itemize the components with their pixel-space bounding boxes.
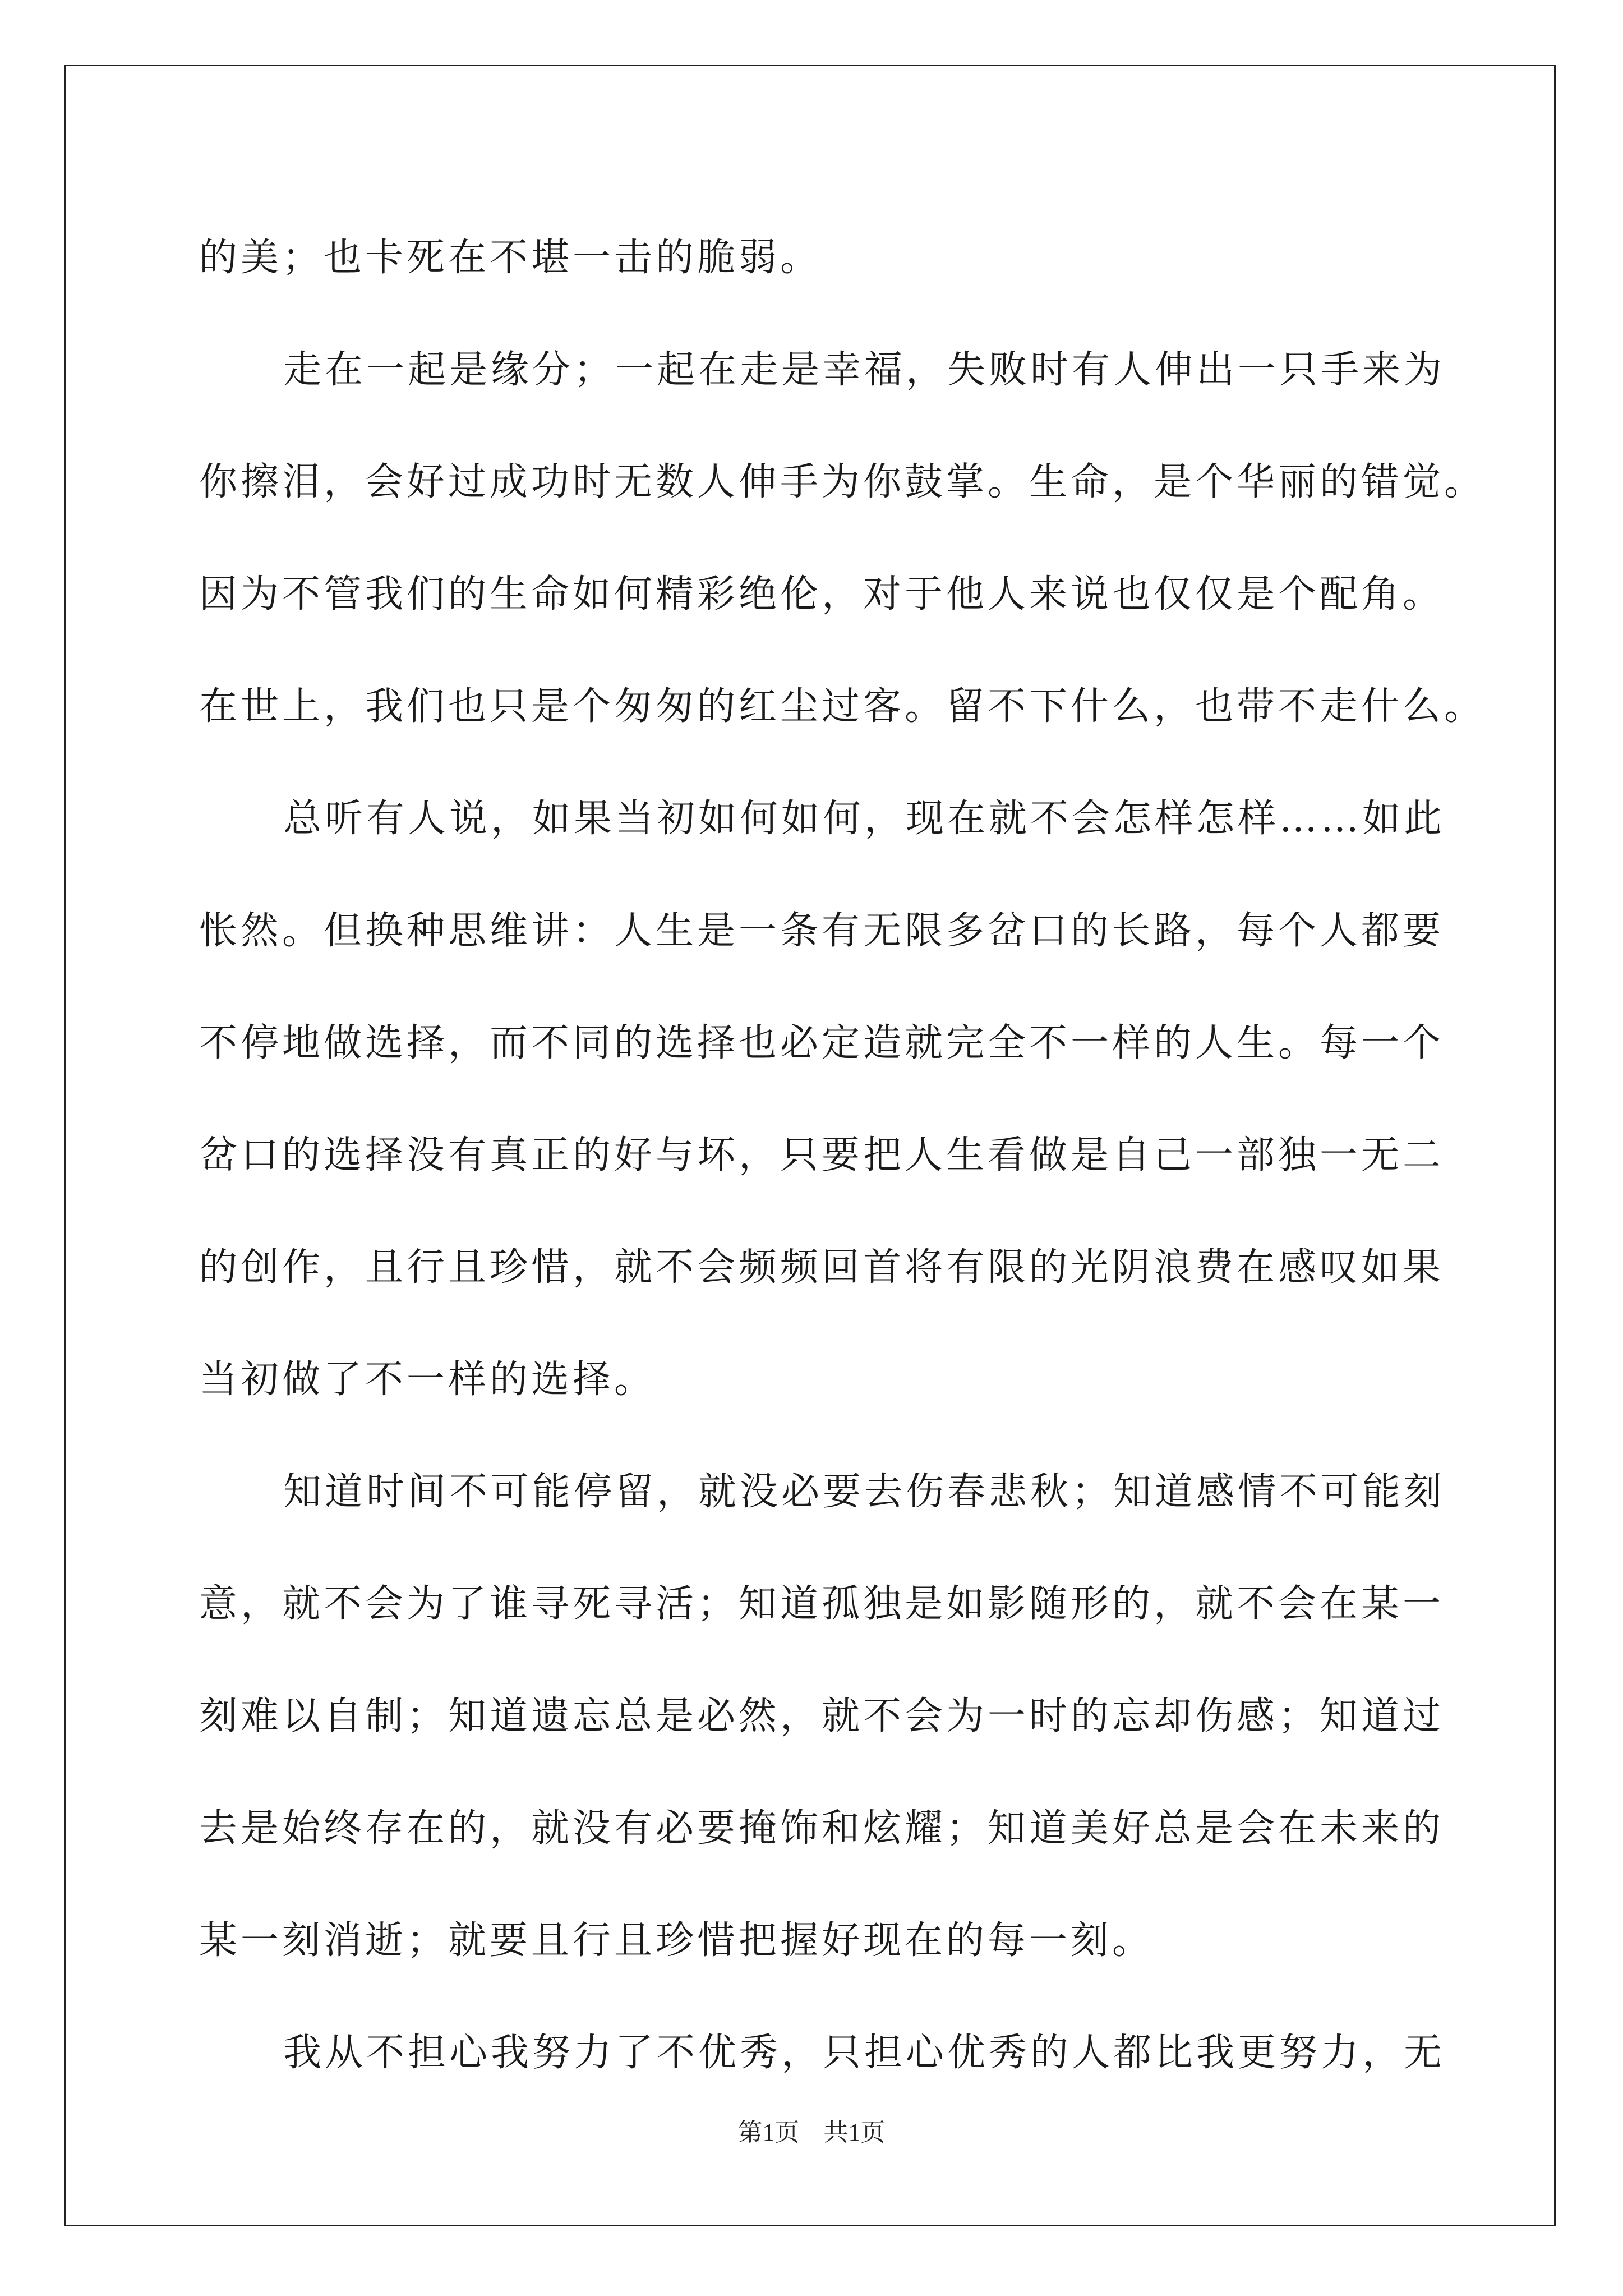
text-line: 某一刻消逝；就要且行且珍惜把握好现在的每一刻。 (199, 1918, 1154, 1963)
text-line: 总听有人说，如果当初如何如何，现在就不会怎样怎样……如此 (283, 797, 1446, 841)
page-footer (0, 2112, 1623, 2148)
page-number-total: 共1页 (823, 2119, 886, 2146)
text-line: 不停地做选择，而不同的选择也必定造就完全不一样的人生。每一个 (199, 1021, 1445, 1065)
text-line: 怅然。但换种思维讲：人生是一条有无限多岔口的长路，每个人都要 (199, 909, 1445, 953)
text-line: 因为不管我们的生命如何精彩绝伦，对于他人来说也仅仅是个配角。 (199, 572, 1445, 616)
page-number-current: 第1页 (737, 2119, 800, 2146)
text-line: 岔口的选择没有真正的好与坏，只要把人生看做是自己一部独一无二 (199, 1133, 1445, 1177)
text-line: 知道时间不可能停留，就没必要去伤春悲秋；知道感情不可能刻 (283, 1470, 1446, 1514)
document-body (199, 202, 1486, 2109)
text-line: 的美；也卡死在不堪一击的脆弱。 (199, 236, 822, 280)
text-line: 当初做了不一样的选择。 (199, 1358, 656, 1402)
text-line: 去是始终存在的，就没有必要掩饰和炫耀；知道美好总是会在未来的 (199, 1806, 1445, 1851)
text-line: 我从不担心我努力了不优秀，只担心优秀的人都比我更努力，无 (283, 2031, 1446, 2075)
text-line: 你擦泪，会好过成功时无数人伸手为你鼓掌。生命，是个华丽的错觉。 (199, 460, 1486, 504)
text-line: 在世上，我们也只是个匆匆的红尘过客。留不下什么，也带不走什么。 (199, 684, 1486, 729)
text-line: 的创作，且行且珍惜，就不会频频回首将有限的光阴浪费在感叹如果 (199, 1245, 1445, 1290)
text-line: 刻难以自制；知道遗忘总是必然，就不会为一时的忘却伤感；知道过 (199, 1694, 1445, 1738)
text-line: 走在一起是缘分；一起在走是幸福，失败时有人伸出一只手来为 (283, 348, 1446, 392)
text-line: 意，就不会为了谁寻死寻活；知道孤独是如影随形的，就不会在某一 (199, 1582, 1445, 1626)
